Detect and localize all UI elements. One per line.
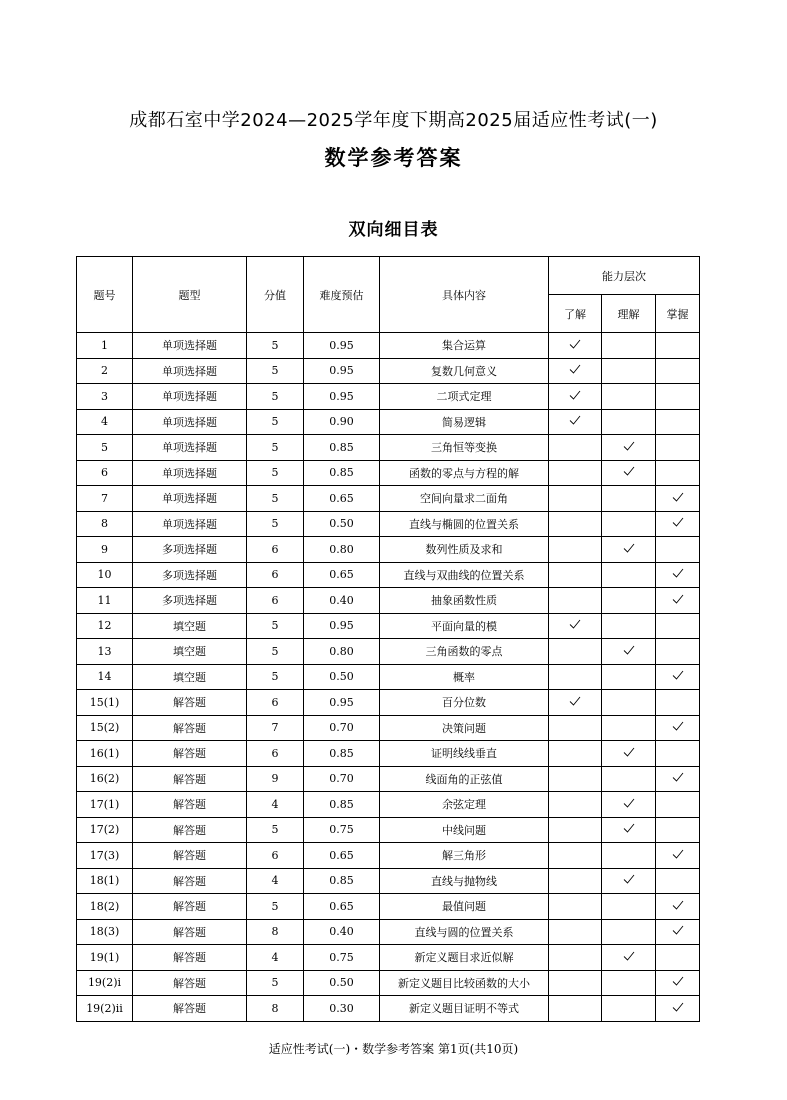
cell-score: 5 bbox=[247, 358, 304, 384]
cell-level-2 bbox=[602, 817, 656, 843]
cell-score: 6 bbox=[247, 588, 304, 614]
cell-level-2 bbox=[602, 996, 656, 1022]
table-row bbox=[77, 435, 700, 461]
header-level-understand: 了解 bbox=[549, 295, 602, 333]
table-row bbox=[77, 715, 700, 741]
cell-type: 解答题 bbox=[133, 996, 247, 1022]
cell-type: 单项选择题 bbox=[133, 358, 247, 384]
table-row bbox=[77, 996, 700, 1022]
table-row bbox=[77, 460, 700, 486]
cell-difficulty: 0.75 bbox=[304, 817, 380, 843]
cell-num: 8 bbox=[77, 511, 133, 537]
cell-difficulty: 0.95 bbox=[304, 690, 380, 716]
cell-difficulty: 0.70 bbox=[304, 715, 380, 741]
checkmark-icon bbox=[623, 798, 635, 808]
cell-level-2 bbox=[602, 588, 656, 614]
cell-score: 5 bbox=[247, 639, 304, 665]
cell-difficulty: 0.95 bbox=[304, 613, 380, 639]
cell-num: 7 bbox=[77, 486, 133, 512]
checkmark-icon bbox=[672, 772, 684, 782]
checkmark-icon bbox=[672, 976, 684, 986]
cell-num: 11 bbox=[77, 588, 133, 614]
cell-level-2 bbox=[602, 792, 656, 818]
cell-level-3 bbox=[656, 843, 700, 869]
cell-difficulty: 0.85 bbox=[304, 460, 380, 486]
cell-difficulty: 0.75 bbox=[304, 945, 380, 971]
cell-score: 5 bbox=[247, 460, 304, 486]
cell-content: 直线与椭圆的位置关系 bbox=[380, 511, 549, 537]
table-row bbox=[77, 843, 700, 869]
cell-level-3 bbox=[656, 996, 700, 1022]
cell-level-1 bbox=[549, 639, 602, 665]
checkmark-icon bbox=[672, 849, 684, 859]
cell-content: 新定义题目求近似解 bbox=[380, 945, 549, 971]
cell-type: 解答题 bbox=[133, 741, 247, 767]
cell-level-1 bbox=[549, 766, 602, 792]
checkmark-icon bbox=[623, 874, 635, 884]
cell-content: 解三角形 bbox=[380, 843, 549, 869]
cell-score: 5 bbox=[247, 817, 304, 843]
cell-num: 19(2)ⅱ bbox=[77, 996, 133, 1022]
table-row bbox=[77, 919, 700, 945]
cell-num: 1 bbox=[77, 333, 133, 359]
table-row bbox=[77, 588, 700, 614]
cell-level-3 bbox=[656, 919, 700, 945]
cell-content: 抽象函数性质 bbox=[380, 588, 549, 614]
table-row bbox=[77, 511, 700, 537]
cell-level-2 bbox=[602, 919, 656, 945]
cell-level-2 bbox=[602, 333, 656, 359]
cell-content: 直线与抛物线 bbox=[380, 868, 549, 894]
cell-level-3 bbox=[656, 766, 700, 792]
header-content: 具体内容 bbox=[380, 257, 549, 333]
table-row bbox=[77, 486, 700, 512]
cell-content: 空间向量求二面角 bbox=[380, 486, 549, 512]
cell-type: 单项选择题 bbox=[133, 333, 247, 359]
cell-level-1 bbox=[549, 562, 602, 588]
cell-content: 复数几何意义 bbox=[380, 358, 549, 384]
cell-level-1 bbox=[549, 588, 602, 614]
cell-level-3 bbox=[656, 435, 700, 461]
table-row bbox=[77, 741, 700, 767]
header-num: 题号 bbox=[77, 257, 133, 333]
cell-type: 解答题 bbox=[133, 690, 247, 716]
cell-content: 直线与圆的位置关系 bbox=[380, 919, 549, 945]
cell-score: 5 bbox=[247, 409, 304, 435]
cell-content: 简易逻辑 bbox=[380, 409, 549, 435]
cell-num: 19(2)ⅰ bbox=[77, 970, 133, 996]
cell-level-1 bbox=[549, 741, 602, 767]
table-row bbox=[77, 664, 700, 690]
cell-type: 单项选择题 bbox=[133, 435, 247, 461]
cell-difficulty: 0.90 bbox=[304, 409, 380, 435]
cell-level-3 bbox=[656, 333, 700, 359]
cell-level-1 bbox=[549, 333, 602, 359]
cell-level-2 bbox=[602, 970, 656, 996]
cell-difficulty: 0.65 bbox=[304, 562, 380, 588]
cell-level-1 bbox=[549, 715, 602, 741]
table-row bbox=[77, 792, 700, 818]
cell-type: 解答题 bbox=[133, 766, 247, 792]
cell-score: 4 bbox=[247, 945, 304, 971]
specification-table bbox=[76, 256, 700, 1022]
header-type: 题型 bbox=[133, 257, 247, 333]
cell-content: 百分位数 bbox=[380, 690, 549, 716]
cell-content: 直线与双曲线的位置关系 bbox=[380, 562, 549, 588]
checkmark-icon bbox=[672, 1002, 684, 1012]
cell-level-2 bbox=[602, 868, 656, 894]
cell-level-3 bbox=[656, 970, 700, 996]
table-row bbox=[77, 333, 700, 359]
cell-num: 19(1) bbox=[77, 945, 133, 971]
cell-level-3 bbox=[656, 792, 700, 818]
cell-num: 15(2) bbox=[77, 715, 133, 741]
cell-difficulty: 0.30 bbox=[304, 996, 380, 1022]
cell-difficulty: 0.95 bbox=[304, 358, 380, 384]
cell-type: 多项选择题 bbox=[133, 588, 247, 614]
cell-score: 5 bbox=[247, 435, 304, 461]
cell-level-1 bbox=[549, 537, 602, 563]
cell-level-2 bbox=[602, 486, 656, 512]
cell-score: 8 bbox=[247, 996, 304, 1022]
cell-level-3 bbox=[656, 715, 700, 741]
cell-level-3 bbox=[656, 894, 700, 920]
cell-score: 5 bbox=[247, 970, 304, 996]
table-row bbox=[77, 868, 700, 894]
cell-type: 解答题 bbox=[133, 715, 247, 741]
cell-content: 决策问题 bbox=[380, 715, 549, 741]
cell-level-3 bbox=[656, 690, 700, 716]
cell-score: 6 bbox=[247, 843, 304, 869]
cell-difficulty: 0.85 bbox=[304, 868, 380, 894]
table-body bbox=[77, 333, 700, 1022]
cell-score: 5 bbox=[247, 894, 304, 920]
cell-content: 集合运算 bbox=[380, 333, 549, 359]
header-ability: 能力层次 bbox=[549, 257, 700, 295]
cell-score: 6 bbox=[247, 562, 304, 588]
cell-difficulty: 0.85 bbox=[304, 792, 380, 818]
cell-level-1 bbox=[549, 919, 602, 945]
cell-content: 最值问题 bbox=[380, 894, 549, 920]
cell-level-1 bbox=[549, 613, 602, 639]
cell-difficulty: 0.40 bbox=[304, 588, 380, 614]
cell-content: 三角函数的零点 bbox=[380, 639, 549, 665]
cell-score: 5 bbox=[247, 384, 304, 410]
cell-content: 中线问题 bbox=[380, 817, 549, 843]
cell-difficulty: 0.95 bbox=[304, 333, 380, 359]
cell-difficulty: 0.40 bbox=[304, 919, 380, 945]
cell-level-1 bbox=[549, 792, 602, 818]
cell-score: 5 bbox=[247, 613, 304, 639]
cell-type: 解答题 bbox=[133, 792, 247, 818]
cell-level-3 bbox=[656, 486, 700, 512]
cell-level-3 bbox=[656, 817, 700, 843]
checkmark-icon bbox=[569, 390, 581, 400]
cell-num: 18(2) bbox=[77, 894, 133, 920]
cell-difficulty: 0.50 bbox=[304, 970, 380, 996]
cell-num: 5 bbox=[77, 435, 133, 461]
cell-difficulty: 0.50 bbox=[304, 511, 380, 537]
cell-level-1 bbox=[549, 868, 602, 894]
checkmark-icon bbox=[569, 696, 581, 706]
cell-difficulty: 0.80 bbox=[304, 537, 380, 563]
cell-num: 14 bbox=[77, 664, 133, 690]
cell-level-2 bbox=[602, 409, 656, 435]
cell-level-3 bbox=[656, 664, 700, 690]
cell-score: 5 bbox=[247, 486, 304, 512]
cell-level-1 bbox=[549, 970, 602, 996]
table-row bbox=[77, 970, 700, 996]
cell-type: 解答题 bbox=[133, 919, 247, 945]
cell-content: 二项式定理 bbox=[380, 384, 549, 410]
cell-difficulty: 0.65 bbox=[304, 843, 380, 869]
checkmark-icon bbox=[672, 925, 684, 935]
cell-level-1 bbox=[549, 664, 602, 690]
checkmark-icon bbox=[672, 721, 684, 731]
header-level-comprehend: 理解 bbox=[602, 295, 656, 333]
table-row bbox=[77, 945, 700, 971]
cell-level-1 bbox=[549, 894, 602, 920]
cell-type: 单项选择题 bbox=[133, 486, 247, 512]
cell-num: 10 bbox=[77, 562, 133, 588]
cell-difficulty: 0.80 bbox=[304, 639, 380, 665]
cell-content: 余弦定理 bbox=[380, 792, 549, 818]
cell-level-1 bbox=[549, 511, 602, 537]
cell-num: 17(1) bbox=[77, 792, 133, 818]
cell-level-2 bbox=[602, 384, 656, 410]
cell-level-3 bbox=[656, 358, 700, 384]
cell-level-1 bbox=[549, 358, 602, 384]
cell-level-3 bbox=[656, 639, 700, 665]
cell-type: 单项选择题 bbox=[133, 384, 247, 410]
header-score: 分值 bbox=[247, 257, 304, 333]
cell-score: 9 bbox=[247, 766, 304, 792]
cell-type: 单项选择题 bbox=[133, 409, 247, 435]
cell-type: 解答题 bbox=[133, 843, 247, 869]
cell-content: 线面角的正弦值 bbox=[380, 766, 549, 792]
checkmark-icon bbox=[672, 900, 684, 910]
cell-level-3 bbox=[656, 409, 700, 435]
cell-level-2 bbox=[602, 511, 656, 537]
cell-level-1 bbox=[549, 690, 602, 716]
cell-type: 解答题 bbox=[133, 894, 247, 920]
checkmark-icon bbox=[672, 568, 684, 578]
checkmark-icon bbox=[623, 543, 635, 553]
document-subtitle: 数学参考答案 bbox=[324, 146, 463, 170]
cell-level-1 bbox=[549, 945, 602, 971]
cell-score: 4 bbox=[247, 868, 304, 894]
cell-level-1 bbox=[549, 817, 602, 843]
table-row bbox=[77, 766, 700, 792]
cell-level-2 bbox=[602, 562, 656, 588]
cell-type: 解答题 bbox=[133, 817, 247, 843]
cell-level-2 bbox=[602, 435, 656, 461]
checkmark-icon bbox=[623, 441, 635, 451]
cell-level-2 bbox=[602, 664, 656, 690]
cell-level-2 bbox=[602, 945, 656, 971]
checkmark-icon bbox=[569, 619, 581, 629]
cell-content: 数列性质及求和 bbox=[380, 537, 549, 563]
cell-level-2 bbox=[602, 894, 656, 920]
cell-level-1 bbox=[549, 486, 602, 512]
cell-num: 16(2) bbox=[77, 766, 133, 792]
cell-score: 4 bbox=[247, 792, 304, 818]
cell-score: 6 bbox=[247, 537, 304, 563]
cell-content: 函数的零点与方程的解 bbox=[380, 460, 549, 486]
cell-type: 多项选择题 bbox=[133, 537, 247, 563]
cell-score: 6 bbox=[247, 690, 304, 716]
cell-level-1 bbox=[549, 843, 602, 869]
cell-num: 9 bbox=[77, 537, 133, 563]
cell-type: 填空题 bbox=[133, 664, 247, 690]
checkmark-icon bbox=[672, 517, 684, 527]
cell-num: 18(3) bbox=[77, 919, 133, 945]
cell-level-2 bbox=[602, 358, 656, 384]
cell-num: 3 bbox=[77, 384, 133, 410]
cell-difficulty: 0.70 bbox=[304, 766, 380, 792]
cell-level-2 bbox=[602, 639, 656, 665]
cell-num: 15(1) bbox=[77, 690, 133, 716]
cell-level-3 bbox=[656, 562, 700, 588]
cell-type: 单项选择题 bbox=[133, 460, 247, 486]
cell-score: 7 bbox=[247, 715, 304, 741]
checkmark-icon bbox=[623, 951, 635, 961]
cell-num: 16(1) bbox=[77, 741, 133, 767]
cell-type: 填空题 bbox=[133, 613, 247, 639]
checkmark-icon bbox=[569, 339, 581, 349]
table-row bbox=[77, 613, 700, 639]
cell-level-2 bbox=[602, 460, 656, 486]
checkmark-icon bbox=[623, 747, 635, 757]
cell-level-2 bbox=[602, 613, 656, 639]
page-footer: 适应性考试(一)・数学参考答案 第1页(共10页) bbox=[268, 1042, 519, 1056]
cell-type: 单项选择题 bbox=[133, 511, 247, 537]
cell-level-3 bbox=[656, 613, 700, 639]
checkmark-icon bbox=[569, 415, 581, 425]
table-row bbox=[77, 384, 700, 410]
cell-num: 17(2) bbox=[77, 817, 133, 843]
cell-score: 6 bbox=[247, 741, 304, 767]
cell-level-3 bbox=[656, 537, 700, 563]
cell-level-2 bbox=[602, 690, 656, 716]
cell-content: 三角恒等变换 bbox=[380, 435, 549, 461]
checkmark-icon bbox=[672, 670, 684, 680]
table-row bbox=[77, 409, 700, 435]
cell-type: 填空题 bbox=[133, 639, 247, 665]
cell-difficulty: 0.65 bbox=[304, 486, 380, 512]
cell-difficulty: 0.85 bbox=[304, 741, 380, 767]
cell-num: 13 bbox=[77, 639, 133, 665]
cell-type: 多项选择题 bbox=[133, 562, 247, 588]
table-row bbox=[77, 690, 700, 716]
cell-level-1 bbox=[549, 384, 602, 410]
cell-level-3 bbox=[656, 511, 700, 537]
cell-level-3 bbox=[656, 868, 700, 894]
cell-content: 证明线线垂直 bbox=[380, 741, 549, 767]
cell-level-1 bbox=[549, 460, 602, 486]
cell-content: 新定义题目证明不等式 bbox=[380, 996, 549, 1022]
cell-level-2 bbox=[602, 715, 656, 741]
document-title: 成都石室中学2024—2025学年度下期高2025届适应性考试(一) bbox=[129, 110, 658, 131]
cell-num: 12 bbox=[77, 613, 133, 639]
cell-type: 解答题 bbox=[133, 945, 247, 971]
cell-level-3 bbox=[656, 460, 700, 486]
checkmark-icon bbox=[672, 594, 684, 604]
section-title: 双向细目表 bbox=[348, 220, 439, 240]
cell-type: 解答题 bbox=[133, 868, 247, 894]
cell-level-3 bbox=[656, 945, 700, 971]
cell-level-3 bbox=[656, 384, 700, 410]
cell-type: 解答题 bbox=[133, 970, 247, 996]
checkmark-icon bbox=[623, 466, 635, 476]
cell-level-1 bbox=[549, 435, 602, 461]
cell-difficulty: 0.85 bbox=[304, 435, 380, 461]
cell-level-1 bbox=[549, 996, 602, 1022]
cell-difficulty: 0.95 bbox=[304, 384, 380, 410]
table-row bbox=[77, 894, 700, 920]
checkmark-icon bbox=[569, 364, 581, 374]
cell-num: 4 bbox=[77, 409, 133, 435]
header-difficulty: 难度预估 bbox=[304, 257, 380, 333]
cell-score: 5 bbox=[247, 511, 304, 537]
table-row bbox=[77, 358, 700, 384]
header-level-master: 掌握 bbox=[656, 295, 700, 333]
cell-level-3 bbox=[656, 588, 700, 614]
cell-level-2 bbox=[602, 843, 656, 869]
cell-level-3 bbox=[656, 741, 700, 767]
cell-score: 5 bbox=[247, 664, 304, 690]
table-row bbox=[77, 817, 700, 843]
cell-content: 概率 bbox=[380, 664, 549, 690]
checkmark-icon bbox=[623, 823, 635, 833]
cell-level-2 bbox=[602, 537, 656, 563]
table-row bbox=[77, 639, 700, 665]
checkmark-icon bbox=[623, 645, 635, 655]
cell-score: 5 bbox=[247, 333, 304, 359]
cell-content: 新定义题目比较函数的大小 bbox=[380, 970, 549, 996]
cell-content: 平面向量的模 bbox=[380, 613, 549, 639]
checkmark-icon bbox=[672, 492, 684, 502]
cell-num: 17(3) bbox=[77, 843, 133, 869]
table-row bbox=[77, 562, 700, 588]
cell-level-2 bbox=[602, 741, 656, 767]
cell-num: 2 bbox=[77, 358, 133, 384]
cell-level-1 bbox=[549, 409, 602, 435]
cell-difficulty: 0.50 bbox=[304, 664, 380, 690]
cell-num: 6 bbox=[77, 460, 133, 486]
cell-score: 8 bbox=[247, 919, 304, 945]
cell-num: 18(1) bbox=[77, 868, 133, 894]
cell-level-2 bbox=[602, 766, 656, 792]
table-row bbox=[77, 537, 700, 563]
cell-difficulty: 0.65 bbox=[304, 894, 380, 920]
